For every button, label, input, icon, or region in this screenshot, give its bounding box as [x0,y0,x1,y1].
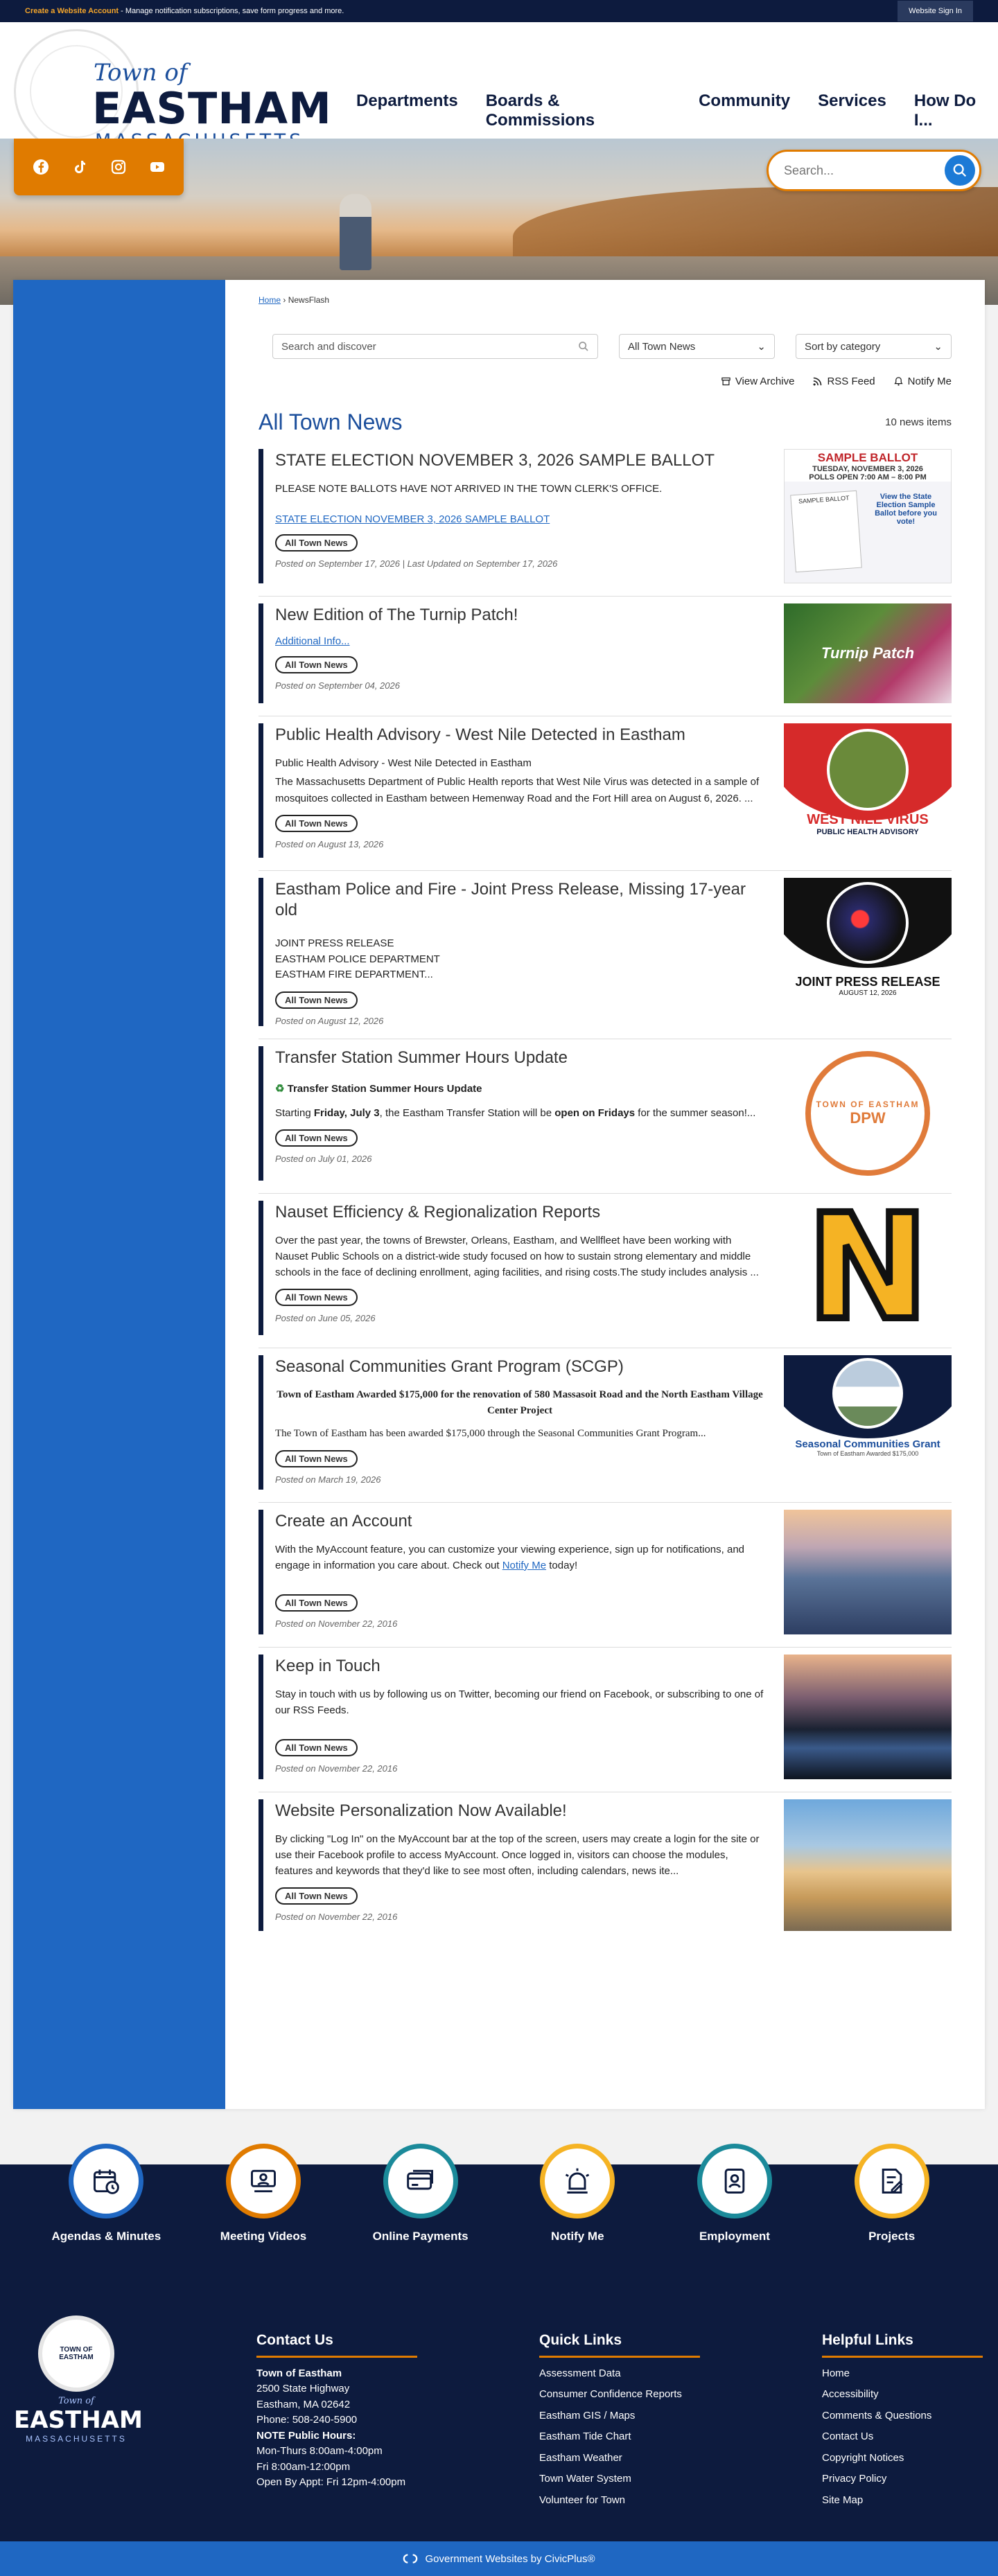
breadcrumb-current: NewsFlash [288,295,330,305]
chevron-down-icon: ⌄ [934,341,943,353]
news-title[interactable]: Nauset Efficiency & Regionalization Reports [275,1202,601,1221]
news-thumbnail[interactable] [784,449,952,583]
news-title[interactable]: STATE ELECTION NOVEMBER 3, 2026 SAMPLE BALLOT [275,451,715,470]
news-thumbnail[interactable] [784,603,952,703]
news-tag[interactable]: All Town News [275,1129,358,1147]
logo-name: EASTHAM [92,83,332,134]
news-posted: Posted on September 17, 2026 | Last Updated on September 17, 2026 [275,558,558,570]
news-item-bar [259,1046,263,1181]
news-text: EASTHAM POLICE DEPARTMENT [275,953,440,965]
scgp-thumb-sub: Town of Eastham Awarded $175,000 [816,1449,919,1457]
quick-link-label: Meeting Videos [220,2230,307,2243]
news-item-bar [259,1655,263,1779]
press-thumb-sub: AUGUST 12, 2026 [839,989,897,997]
ballot-note: View the State Election Sample Ballot before you vote! [875,493,937,526]
news-tag[interactable]: All Town News [275,815,358,832]
search-icon [578,341,589,352]
ballot-thumb-top: SAMPLE BALLOT [817,451,918,464]
quick-link-employment[interactable] [665,2144,804,2309]
wnv-thumb-title: WEST NILE VIRUS [807,812,929,827]
news-tag[interactable]: All Town News [275,1887,358,1905]
rss-icon [812,376,823,387]
turnip-thumb-text: Turnip Patch [821,644,915,662]
site-search [767,150,981,191]
news-tools [259,376,952,387]
news-text [275,1542,764,1574]
quick-link-ring [697,2144,772,2218]
news-item [259,442,952,597]
quick-link-ring [540,2144,615,2218]
news-item-bar [259,878,263,1026]
news-link[interactable]: STATE ELECTION NOVEMBER 3, 2026 SAMPLE BALLOT [275,513,550,526]
news-text: The Town of Eastham has been awarded $175,000 through the Seasonal Communities Grant Program... [275,1428,706,1439]
news-text: Stay in touch with us by following us on Twitter, becoming our friend on Facebook, or subscribing to one of our RSS Feeds. [275,1688,764,1716]
civicplus-credit-link[interactable]: Government Websites by CivicPlus® [425,2552,595,2565]
footer-logo-state: MASSACHUSETTS [26,2434,127,2444]
notify-me-inline-link[interactable]: Notify Me [502,1559,547,1571]
news-posted: Posted on August 12, 2026 [275,1015,384,1026]
video-meeting-icon [234,2151,293,2211]
news-subhead: Town of Eastham Awarded $175,000 for the renovation of 580 Massasoit Road and the North Eastham Village Center Project [277,1388,763,1416]
press-thumb-title: JOINT PRESS RELEASE [795,975,940,989]
nav-services[interactable]: Services [818,91,886,110]
ballot-thumb-date: TUESDAY, NOVEMBER 3, 2026 [812,465,923,473]
footer-link[interactable]: Contact Us [822,2431,874,2442]
news-posted: Posted on June 05, 2026 [275,1313,376,1324]
footer-link[interactable]: Eastham Tide Chart [539,2431,631,2442]
youtube-icon[interactable] [149,159,166,175]
news-title[interactable]: Eastham Police and Fire - Joint Press Release, Missing 17-year old [275,880,746,919]
id-badge-icon [705,2151,764,2211]
nav-departments[interactable]: Departments [356,91,458,110]
footer-link[interactable]: Town Water System [539,2473,631,2485]
footer-link[interactable]: Volunteer for Town [539,2494,625,2506]
news-title[interactable]: Seasonal Communities Grant Program (SCGP) [275,1357,624,1376]
quick-link-label: Projects [868,2230,916,2243]
social-links [14,139,184,195]
footer-helpful-links [822,2329,983,2514]
news-text-bold: open on Fridays [554,1106,636,1119]
news-text: JOINT PRESS RELEASE [275,937,394,949]
notify-me-label: Notify Me [907,376,952,387]
news-thumbnail[interactable] [784,1799,952,1931]
view-archive-label: View Archive [735,376,795,387]
quick-link-agendas[interactable] [37,2144,175,2309]
sort-select-value: Sort by category [805,340,881,353]
logo-town: Town of [94,59,188,87]
footer-hours: Fri 8:00am-12:00pm [256,2460,351,2473]
site-search-input[interactable] [784,164,929,178]
news-item-bar [259,1201,263,1335]
footer-link[interactable]: Consumer Confidence Reports [539,2388,682,2400]
news-subhead [275,1081,764,1097]
rss-feed-link[interactable] [812,376,875,387]
quick-link-projects[interactable] [823,2144,961,2309]
quick-link-videos[interactable] [194,2144,333,2309]
notify-me-link[interactable] [893,376,952,387]
sort-select[interactable] [796,334,952,359]
top-bar [0,0,998,22]
civicplus-logo-icon [403,2553,418,2564]
site-footer [0,2309,998,2541]
news-item [259,1194,952,1348]
category-select-value: All Town News [628,340,696,353]
category-select[interactable] [619,334,775,359]
footer-hours: Mon-Thurs 8:00am-4:00pm [256,2445,383,2457]
rss-feed-label: RSS Feed [827,376,875,387]
news-item-bar [259,1799,263,1931]
news-item [259,1648,952,1792]
news-item [259,716,952,871]
news-text [275,1105,764,1121]
news-text-part: today! [546,1559,578,1571]
nauset-logo-letter: N [807,1200,929,1335]
news-item-bar [259,449,263,583]
news-item-bar [259,1355,263,1490]
news-search-placeholder: Search and discover [281,340,376,353]
news-item [259,1348,952,1503]
news-thumbnail[interactable] [784,1510,952,1634]
footer-link[interactable]: Accessibility [822,2388,879,2400]
nav-boards-commissions[interactable]: Boards & Commissions [485,91,595,130]
tiktok-icon[interactable] [71,159,88,175]
quick-link-ring [383,2144,458,2218]
hero-person [340,194,371,270]
footer-contact-city: Eastham, MA 02642 [256,2398,351,2410]
nav-how-do-i[interactable]: How Do I... [913,91,977,130]
news-link[interactable]: Additional Info... [275,635,350,647]
news-search-input[interactable] [272,334,598,359]
quick-link-label: Notify Me [551,2230,604,2243]
quick-link-ring [226,2144,301,2218]
footer-contact-address: 2500 State Highway [256,2383,350,2394]
dpw-thumb-title: TOWN OF EASTHAM [816,1099,920,1109]
news-tag[interactable]: All Town News [275,1594,358,1612]
mosquito-icon [827,729,909,811]
news-thumbnail[interactable] [784,723,952,858]
page-container [13,280,985,2109]
scgp-thumb-title: Seasonal Communities Grant [795,1438,940,1450]
ballot-card: SAMPLE BALLOT [790,491,862,572]
payment-card-icon [391,2151,450,2211]
news-subhead-text: Transfer Station Summer Hours Update [287,1082,482,1095]
news-tag[interactable]: All Town News [275,1289,358,1306]
quick-link-ring [69,2144,143,2218]
sign-in-button[interactable]: Website Sign In [898,1,973,21]
main-content [225,280,985,2109]
news-item [259,597,952,716]
archive-icon [721,376,731,387]
footer-quick-links [539,2329,700,2514]
news-posted: Posted on March 19, 2026 [275,1474,381,1485]
news-title[interactable]: New Edition of The Turnip Patch! [275,606,518,624]
news-title[interactable]: Transfer Station Summer Hours Update [275,1048,568,1067]
news-list-title: All Town News [259,409,403,434]
news-title[interactable]: Website Personalization Now Available! [275,1801,567,1820]
house-photo-icon [832,1358,903,1429]
create-account-link[interactable]: Create a Website Account [25,7,119,15]
dpw-seal-icon [805,1051,930,1176]
police-lights-icon [827,882,909,964]
news-text-part: With the MyAccount feature, you can customize your viewing experience, sign up for notifications, and engage in information you care about. Check out [275,1543,745,1571]
chevron-down-icon: ⌄ [757,341,766,353]
footer-logo-town: Town of [58,2396,94,2406]
news-text: PLEASE NOTE BALLOTS HAVE NOT ARRIVED IN THE TOWN CLERK'S OFFICE. [275,483,663,495]
news-item-bar [259,723,263,858]
news-item-bar [259,1510,263,1634]
news-text-part: for the summer season!... [635,1106,756,1119]
site-header [0,22,998,139]
footer-helpful-links-title: Helpful Links [822,2329,983,2358]
footer-link[interactable]: Home [822,2367,850,2379]
search-button[interactable] [945,155,975,186]
quick-link-notify[interactable] [508,2144,647,2309]
footer-contact-title: Contact Us [256,2329,417,2358]
calendar-clock-icon [76,2151,136,2211]
footer-link[interactable]: Comments & Questions [822,2409,932,2421]
news-count: 10 news items [885,416,952,428]
quick-link-payments[interactable] [351,2144,490,2309]
news-text-part: , the Eastham Transfer Station will be [379,1106,555,1119]
news-thumbnail[interactable] [784,1655,952,1779]
news-title[interactable]: Keep in Touch [275,1656,380,1675]
alarm-light-icon [548,2151,607,2211]
news-item [259,1792,952,1943]
main-nav [356,91,998,130]
facebook-icon[interactable] [33,159,49,175]
ballot-thumb-polls: POLLS OPEN 7:00 AM – 8:00 PM [809,473,927,482]
news-text: By clicking "Log In" on the MyAccount bar at the top of the screen, users may create a login for the site or use their Facebook profile to access MyAccount. Once logged in, visitors can choose the modules, features and keywords that they'd like to see most often, including calendars, news ite... [275,1833,760,1877]
news-text-bold: Friday, July 3 [313,1106,380,1119]
news-text: The Massachusetts Department of Public Health reports that West Nile Virus was detected in a sample of mosquitoes collected in Eastham between Hemenway Road and the Fort Hill area on August 6, 2026. ... [275,776,760,804]
news-posted: Posted on November 22, 2016 [275,1912,398,1923]
footer-link[interactable]: Privacy Policy [822,2473,887,2485]
news-filters [272,334,952,359]
news-text: Over the past year, the towns of Brewster, Orleans, Eastham, and Wellfleet have been working with Nauset Public Schools on a district-wide study focused on how to sustain strong elementary and middle schools in the face of declining enrollment, aging facilities, and rising costs.The study includes analysis ... [275,1234,759,1278]
news-title[interactable]: Create an Account [275,1511,412,1530]
news-item [259,871,952,1039]
footer-link[interactable]: Eastham GIS / Maps [539,2409,636,2421]
scgp-thumb-text [784,1438,952,1457]
sidebar [13,280,225,2109]
civicplus-bar [0,2541,998,2576]
footer-logo-name: EASTHAM [14,2406,143,2434]
wnv-thumb-text [784,812,952,836]
news-tag[interactable]: All Town News [275,991,358,1009]
news-posted: Posted on November 22, 2016 [275,1618,398,1629]
news-text-part: Starting [275,1106,314,1119]
quick-link-label: Employment [699,2230,770,2243]
footer-hours-title: NOTE Public Hours: [256,2429,356,2442]
account-message-text: - Manage notification subscriptions, save form progress and more. [119,7,344,15]
footer-contact-phone: Phone: 508-240-5900 [256,2414,358,2426]
account-message [25,7,344,15]
notify-icon [893,376,904,387]
wnv-thumb-sub: PUBLIC HEALTH ADVISORY [816,828,919,836]
footer-link[interactable]: Assessment Data [539,2367,621,2379]
news-text: EASTHAM FIRE DEPARTMENT... [275,969,433,980]
quick-link-ring [855,2144,929,2218]
news-text: Public Health Advisory - West Nile Detected in Eastham [275,757,532,769]
footer-link[interactable]: Site Map [822,2494,864,2506]
footer-quick-links-title: Quick Links [539,2329,700,2358]
search-icon [952,163,968,178]
instagram-icon[interactable] [110,159,127,175]
news-posted: Posted on July 01, 2026 [275,1154,372,1164]
nav-community[interactable]: Community [699,91,791,110]
view-archive-link[interactable] [721,376,795,387]
press-thumb-text [784,975,952,997]
site-logo[interactable] [14,28,332,152]
news-title[interactable]: Public Health Advisory - West Nile Detected in Eastham [275,725,685,744]
news-list-header [259,409,952,435]
news-tag[interactable]: All Town News [275,534,358,552]
news-tag[interactable]: All Town News [275,1450,358,1467]
news-thumbnail[interactable] [784,1046,952,1181]
news-thumbnail[interactable] [784,1355,952,1490]
news-thumbnail[interactable] [784,878,952,1012]
footer-contact [256,2329,417,2491]
footer-logo[interactable] [14,2315,143,2444]
news-tag[interactable]: All Town News [275,1739,358,1756]
town-seal-icon: TOWN OF EASTHAM [38,2315,114,2392]
recycle-icon: ♻ [275,1082,288,1095]
news-item-bar [259,603,263,703]
news-thumbnail[interactable] [784,1201,952,1335]
footer-link[interactable]: Eastham Weather [539,2451,622,2464]
footer-hours: Open By Appt: Fri 12pm-4:00pm [256,2476,406,2488]
breadcrumb-home[interactable]: Home [259,295,281,305]
breadcrumb: Home › NewsFlash [259,295,330,305]
news-item [259,1039,952,1194]
document-edit-icon [862,2151,922,2211]
footer-link[interactable]: Copyright Notices [822,2451,904,2464]
footer-contact-name: Town of Eastham [256,2367,342,2379]
news-tag[interactable]: All Town News [275,656,358,673]
quick-links-band [0,2164,998,2309]
ballot-thumb-header [785,450,951,482]
news-posted: Posted on August 13, 2026 [275,838,384,849]
news-item [259,1503,952,1648]
news-posted: Posted on November 22, 2016 [275,1763,398,1774]
news-posted: Posted on September 04, 2026 [275,680,400,691]
quick-link-label: Online Payments [372,2230,469,2243]
quick-link-label: Agendas & Minutes [51,2230,161,2243]
dpw-thumb-sub: DPW [850,1109,886,1127]
